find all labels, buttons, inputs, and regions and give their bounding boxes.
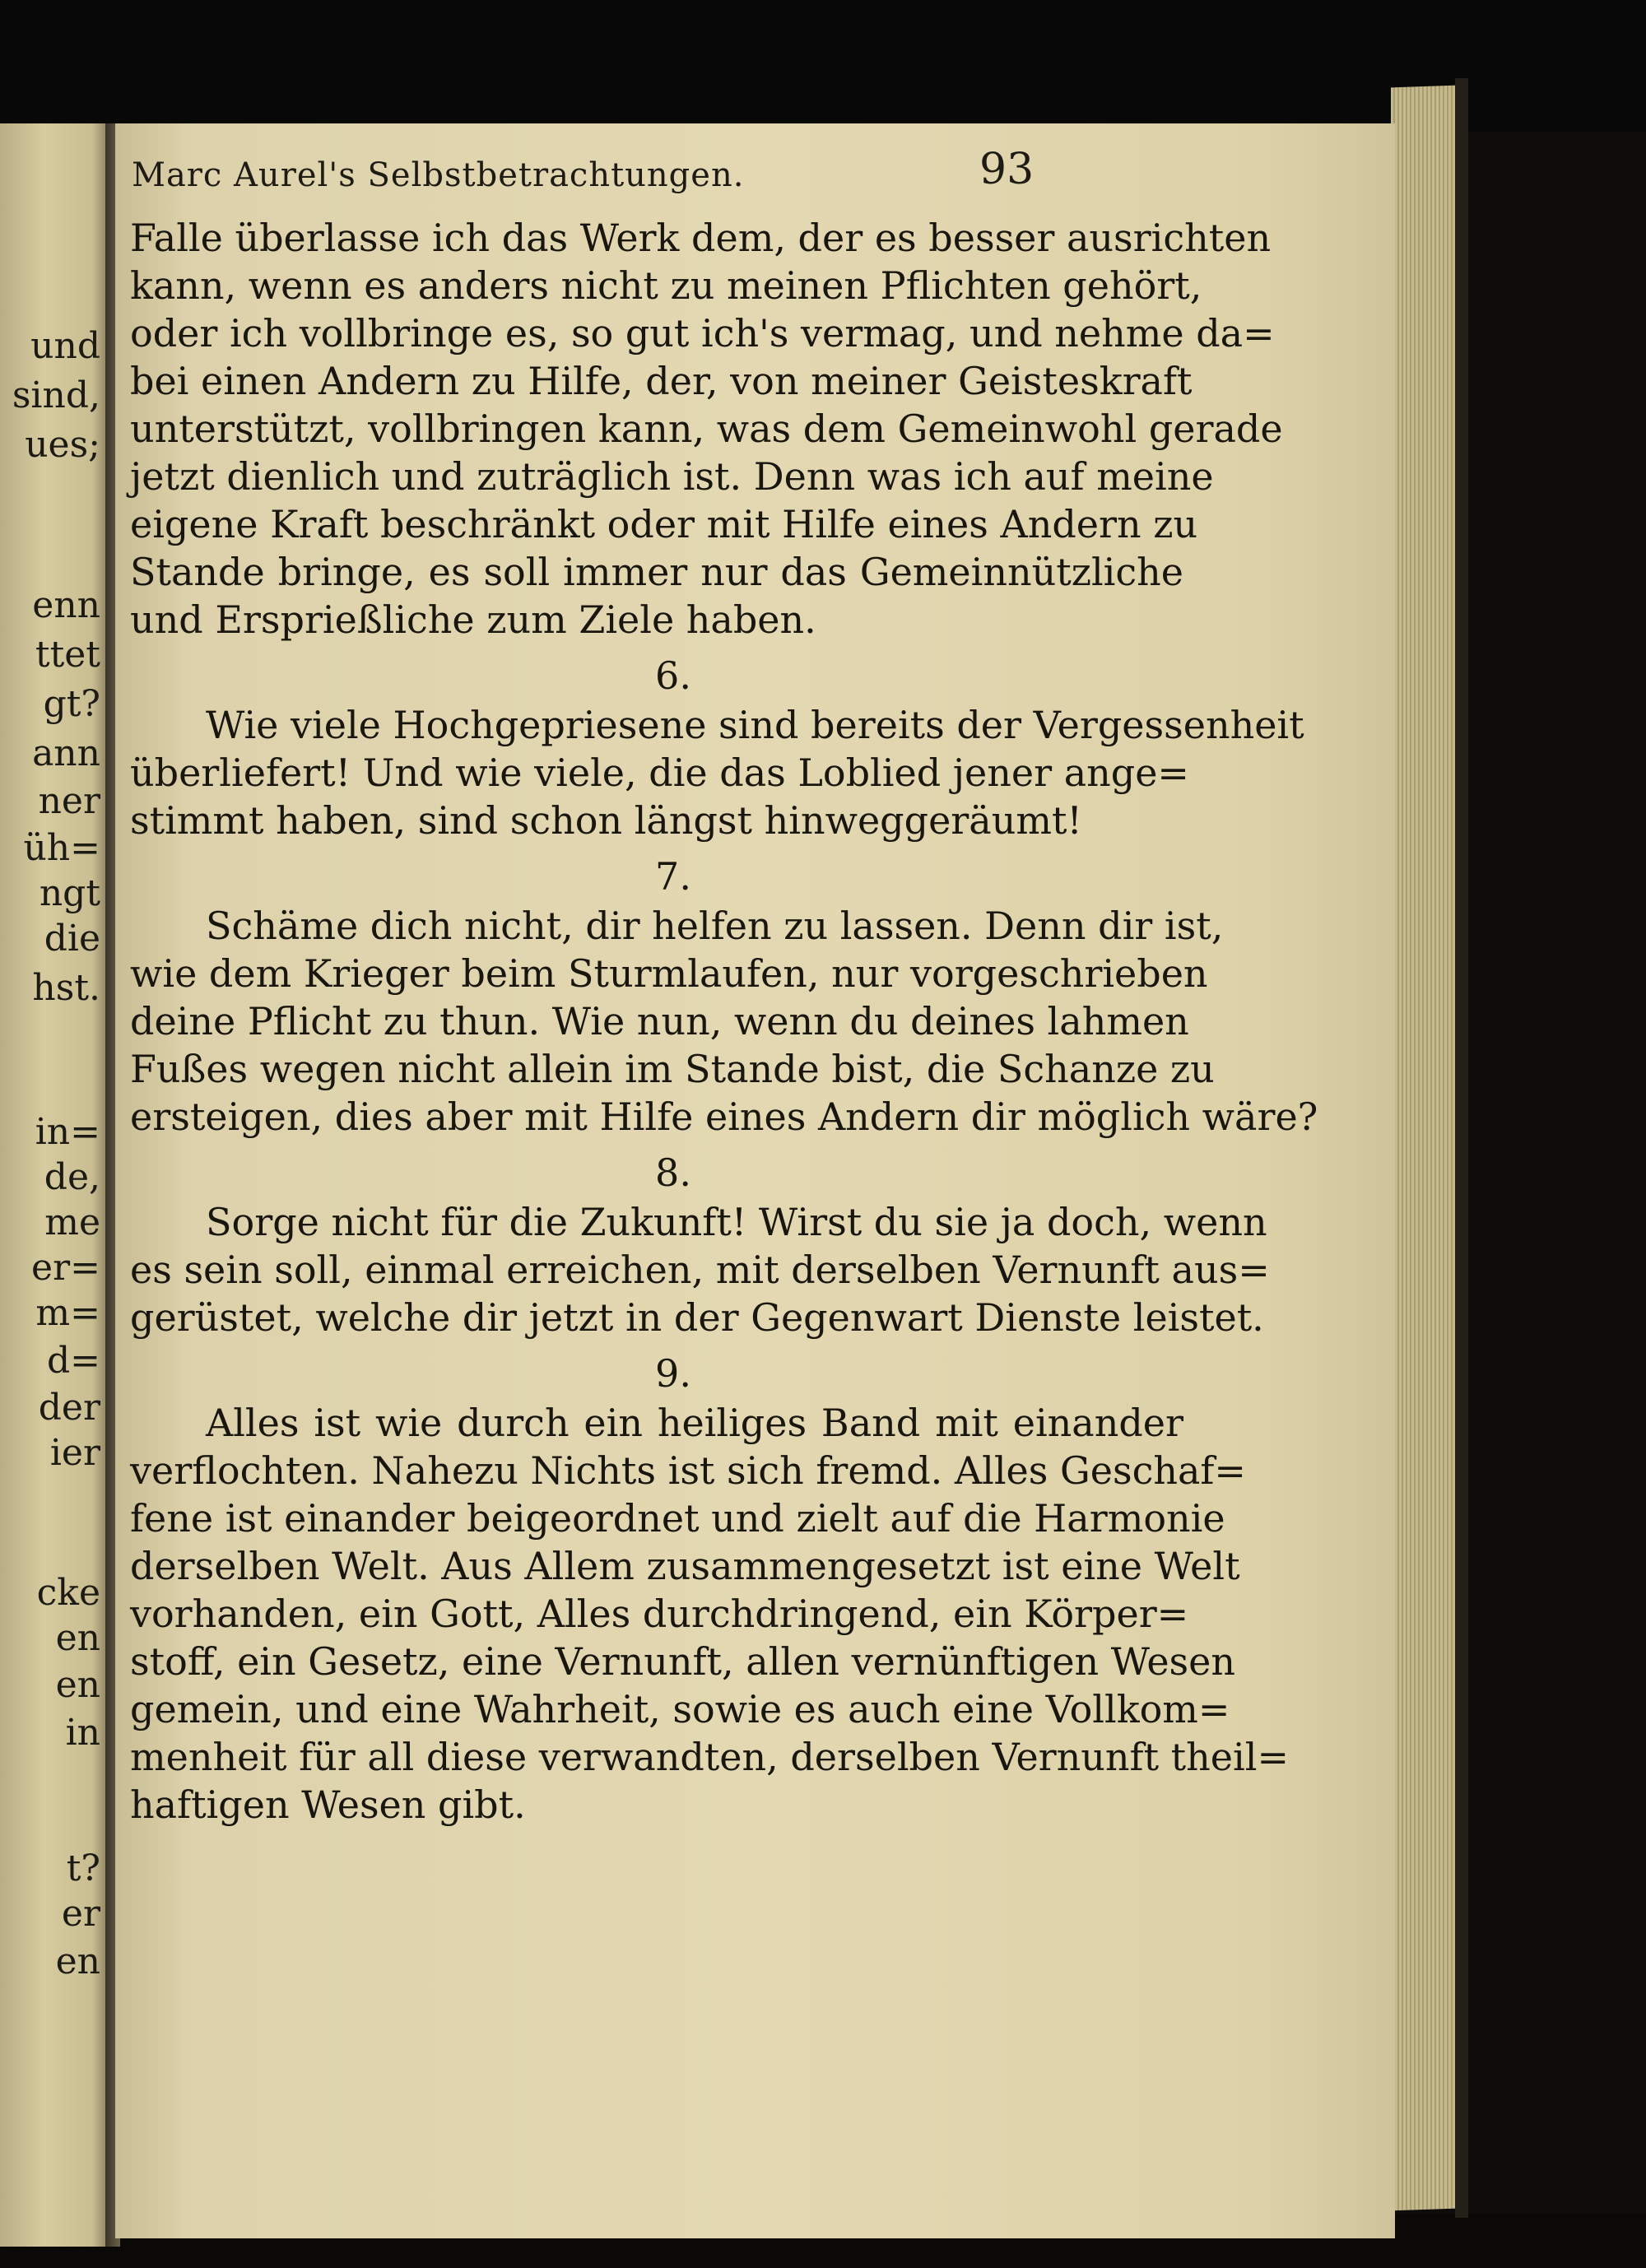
text-line: menheit für all diese verwandten, derselben Vernunft theil= bbox=[130, 1735, 1289, 1779]
facing-page-fragment: t? bbox=[66, 1847, 100, 1889]
facing-page-fragment: in= bbox=[35, 1111, 100, 1153]
facing-page-fragment: und bbox=[30, 325, 100, 367]
facing-page-fragment: ttet bbox=[35, 634, 100, 676]
text-line: deine Pflicht zu thun. Wie nun, wenn du deines lahmen bbox=[130, 999, 1189, 1043]
text-line: gerüstet, welche dir jetzt in der Gegenwart Dienste leistet. bbox=[130, 1295, 1264, 1340]
text-line: ersteigen, dies aber mit Hilfe eines Andern dir möglich wäre? bbox=[130, 1094, 1318, 1139]
text-line: vorhanden, ein Gott, Alles durchdringend, ein Körper= bbox=[130, 1592, 1189, 1636]
section-number: 7. bbox=[655, 854, 691, 899]
paragraph bbox=[130, 214, 1283, 644]
text-line: Fußes wegen nicht allein im Stande bist, die Schanze zu bbox=[130, 1047, 1215, 1091]
paragraph bbox=[130, 1399, 1289, 1829]
facing-page-fragment: gt? bbox=[43, 683, 100, 725]
text-line: kann, wenn es anders nicht zu meinen Pflichten gehört, bbox=[130, 263, 1202, 308]
page-body bbox=[130, 214, 1318, 1829]
text-line: Schäme dich nicht, dir helfen zu lassen. Denn dir ist, bbox=[206, 904, 1224, 948]
section-number: 6. bbox=[655, 653, 691, 698]
text-line: derselben Welt. Aus Allem zusammengesetzt ist eine Welt bbox=[130, 1544, 1240, 1588]
section-number: 8. bbox=[655, 1150, 691, 1195]
facing-page-fragment: er= bbox=[31, 1247, 100, 1289]
text-line: fene ist einander beigeordnet und zielt auf die Harmonie bbox=[130, 1496, 1225, 1541]
text-line: eigene Kraft beschränkt oder mit Hilfe eines Andern zu bbox=[130, 502, 1198, 546]
text-line: verflochten. Nahezu Nichts ist sich fremd. Alles Geschaf= bbox=[130, 1448, 1246, 1493]
paragraph bbox=[130, 701, 1304, 844]
text-line: Wie viele Hochgepriesene sind bereits der Vergessenheit bbox=[206, 703, 1304, 747]
facing-page-fragment: de, bbox=[44, 1156, 100, 1198]
facing-page-fragment: ann bbox=[32, 732, 100, 774]
text-line: Alles ist wie durch ein heiliges Band mit einander bbox=[206, 1401, 1183, 1445]
facing-page-fragment: sind, bbox=[12, 374, 100, 416]
facing-page-fragment: üh= bbox=[23, 827, 100, 869]
facing-page-fragment: en bbox=[55, 1664, 100, 1706]
paragraph bbox=[130, 1198, 1270, 1341]
text-line: es sein soll, einmal erreichen, mit derselben Vernunft aus= bbox=[130, 1248, 1270, 1292]
facing-page-fragment: d= bbox=[46, 1340, 100, 1382]
text-line: bei einen Andern zu Hilfe, der, von meiner Geisteskraft bbox=[130, 359, 1193, 403]
facing-page-fragment: er bbox=[61, 1893, 100, 1935]
paragraph bbox=[130, 902, 1318, 1141]
facing-page-fragment: ngt bbox=[39, 872, 100, 914]
facing-page-fragment: die bbox=[44, 918, 100, 960]
page-number: 93 bbox=[979, 145, 1035, 194]
text-line: stimmt haben, sind schon längst hinweggeräumt! bbox=[130, 798, 1082, 843]
facing-page-fragment: me bbox=[44, 1201, 100, 1243]
text-line: gemein, und eine Wahrheit, sowie es auch eine Vollkom= bbox=[130, 1687, 1230, 1731]
text-line: wie dem Krieger beim Sturmlaufen, nur vorgeschrieben bbox=[130, 951, 1208, 996]
text-line: und Ersprießliche zum Ziele haben. bbox=[130, 597, 816, 642]
text-line: haftigen Wesen gibt. bbox=[130, 1782, 526, 1827]
facing-page-fragment: der bbox=[38, 1387, 100, 1429]
facing-page-edge bbox=[0, 123, 109, 2247]
page-stack-edges bbox=[1391, 86, 1457, 2211]
book-cover-edge bbox=[1455, 78, 1468, 2218]
facing-page-fragment: ier bbox=[49, 1432, 100, 1474]
text-line: jetzt dienlich und zuträglich ist. Denn was ich auf meine bbox=[130, 454, 1214, 499]
text-line: Sorge nicht für die Zukunft! Wirst du sie ja doch, wenn bbox=[206, 1200, 1267, 1244]
facing-page-fragment: ner bbox=[38, 780, 100, 822]
section-number: 9. bbox=[655, 1351, 691, 1396]
facing-page-fragment: enn bbox=[32, 584, 100, 626]
running-title: Marc Aurel's Selbstbetrachtungen. bbox=[132, 156, 745, 194]
facing-page-fragment: ues; bbox=[25, 424, 100, 466]
facing-page-fragment: m= bbox=[35, 1292, 100, 1334]
text-line: unterstützt, vollbringen kann, was dem Gemeinwohl gerade bbox=[130, 407, 1283, 451]
text-line: Falle überlasse ich das Werk dem, der es besser ausrichten bbox=[130, 216, 1272, 260]
facing-page-fragment: en bbox=[55, 1940, 100, 1982]
facing-page-fragment: en bbox=[55, 1617, 100, 1659]
text-line: stoff, ein Gesetz, eine Vernunft, allen vernünftigen Wesen bbox=[130, 1639, 1236, 1684]
facing-page-fragment: cke bbox=[36, 1572, 100, 1614]
facing-page-fragment: hst. bbox=[32, 967, 100, 1009]
text-line: oder ich vollbringe es, so gut ich's vermag, und nehme da= bbox=[130, 311, 1275, 356]
text-line: Stande bringe, es soll immer nur das Gemeinnützliche bbox=[130, 550, 1183, 594]
text-line: überliefert! Und wie viele, die das Loblied jener ange= bbox=[130, 751, 1189, 795]
facing-page-fragment: in bbox=[65, 1712, 100, 1754]
